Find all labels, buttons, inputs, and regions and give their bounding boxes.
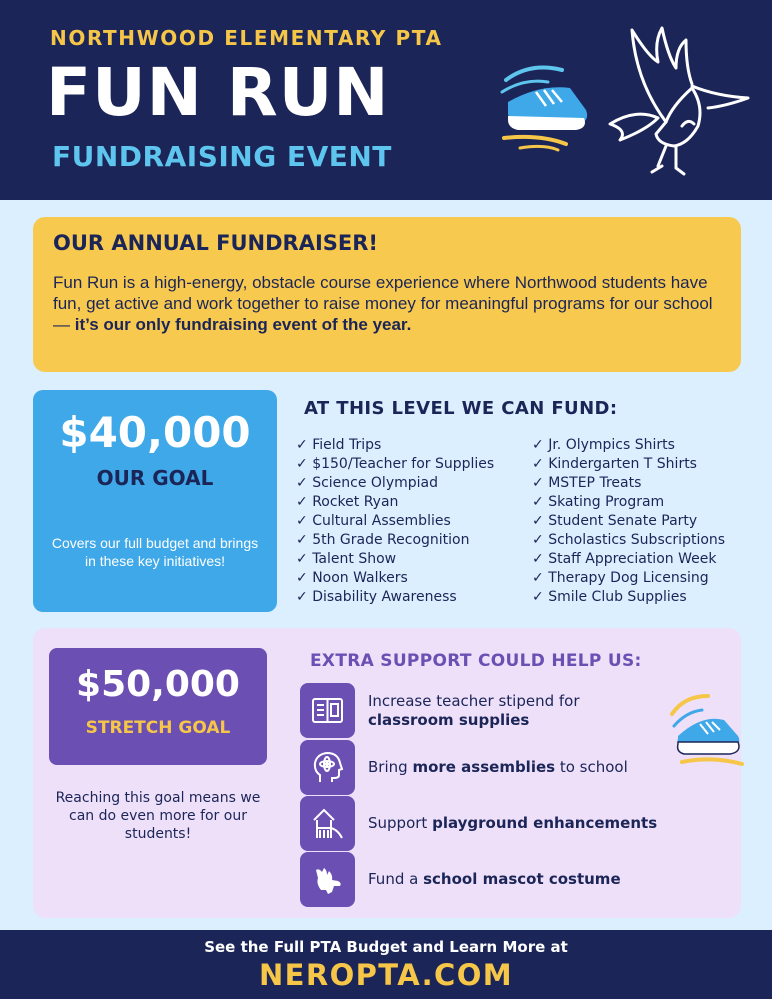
list-item: ✓ Rocket Ryan <box>296 493 494 512</box>
stretch-description: Reaching this goal means we can do even more for our students! <box>55 790 261 842</box>
footer-banner <box>0 930 772 999</box>
extra-item-text <box>368 692 668 730</box>
extra-text-plain: Fund a <box>368 870 419 888</box>
goal-amount: $40,000 <box>59 408 251 457</box>
extra-item-text <box>368 758 668 777</box>
extra-text-plain: Bring <box>368 758 408 776</box>
running-shoe-icon <box>668 690 748 770</box>
annual-text-plain: Fun Run is a high-energy, obstacle course experience where Northwood students have fun, get active and work together to raise money for meaningful programs for our school — <box>53 273 713 334</box>
event-title: FUN RUN <box>46 54 390 131</box>
extra-text-after: to school <box>559 758 628 776</box>
list-item: ✓ $150/Teacher for Supplies <box>296 455 494 474</box>
list-item: ✓ Therapy Dog Licensing <box>532 569 725 588</box>
extra-text-plain: Support <box>368 814 428 832</box>
hawk-mascot-icon <box>596 22 756 182</box>
list-item: ✓ Smile Club Supplies <box>532 588 725 607</box>
list-item: ✓ Cultural Assemblies <box>296 512 494 531</box>
extra-text-bold: school mascot costume <box>423 870 621 888</box>
annual-fundraiser-card <box>33 217 741 372</box>
extra-item-classroom-supplies <box>300 683 660 739</box>
extra-text-bold: playground enhancements <box>432 814 658 832</box>
goal-description: Covers our full budget and brings in these key initiatives! <box>51 535 259 569</box>
list-item: ✓ 5th Grade Recognition <box>296 531 494 550</box>
list-item: ✓ Science Olympiad <box>296 474 494 493</box>
extra-support-title: EXTRA SUPPORT COULD HELP US: <box>310 651 642 671</box>
extra-text-plain: Increase teacher stipend for <box>368 692 580 710</box>
website-link[interactable]: NEROPTA.COM <box>258 958 514 992</box>
extra-item-playground <box>300 796 660 852</box>
playground-icon <box>300 796 355 851</box>
footer-text: See the Full PTA Budget and Learn More at <box>204 938 568 956</box>
fund-list-column-2 <box>532 436 725 607</box>
stretch-amount: $50,000 <box>76 664 240 705</box>
extra-item-mascot <box>300 852 660 908</box>
extra-item-text <box>368 870 668 889</box>
list-item: ✓ Jr. Olympics Shirts <box>532 436 725 455</box>
list-item: ✓ Talent Show <box>296 550 494 569</box>
list-item: ✓ Skating Program <box>532 493 725 512</box>
annual-title: OUR ANNUAL FUNDRAISER! <box>53 231 378 255</box>
list-item: ✓ MSTEP Treats <box>532 474 725 493</box>
fund-list-column-1 <box>296 436 494 607</box>
list-item: ✓ Disability Awareness <box>296 588 494 607</box>
mascot-icon <box>300 852 355 907</box>
goal-label: OUR GOAL <box>96 466 214 490</box>
science-head-icon <box>300 740 355 795</box>
running-shoe-icon <box>500 62 595 152</box>
header-banner <box>0 0 772 200</box>
fund-list-title: AT THIS LEVEL WE CAN FUND: <box>304 398 618 419</box>
extra-item-assemblies <box>300 740 660 796</box>
extra-text-bold: more assemblies <box>412 758 556 776</box>
goal-card <box>33 390 277 612</box>
book-icon <box>300 683 355 738</box>
list-item: ✓ Scholastics Subscriptions <box>532 531 725 550</box>
list-item: ✓ Student Senate Party <box>532 512 725 531</box>
list-item: ✓ Field Trips <box>296 436 494 455</box>
list-item: ✓ Noon Walkers <box>296 569 494 588</box>
stretch-label: STRETCH GOAL <box>85 718 231 738</box>
list-item: ✓ Staff Appreciation Week <box>532 550 725 569</box>
event-subtitle: FUNDRAISING EVENT <box>52 140 392 173</box>
extra-text-bold: classroom supplies <box>368 711 530 729</box>
list-item: ✓ Kindergarten T Shirts <box>532 455 725 474</box>
annual-text-bold: it’s our only fundraising event of the year. <box>74 315 412 334</box>
annual-description <box>53 272 723 335</box>
extra-item-text <box>368 814 668 833</box>
org-name: NORTHWOOD ELEMENTARY PTA <box>50 26 443 50</box>
stretch-goal-card <box>49 648 267 765</box>
